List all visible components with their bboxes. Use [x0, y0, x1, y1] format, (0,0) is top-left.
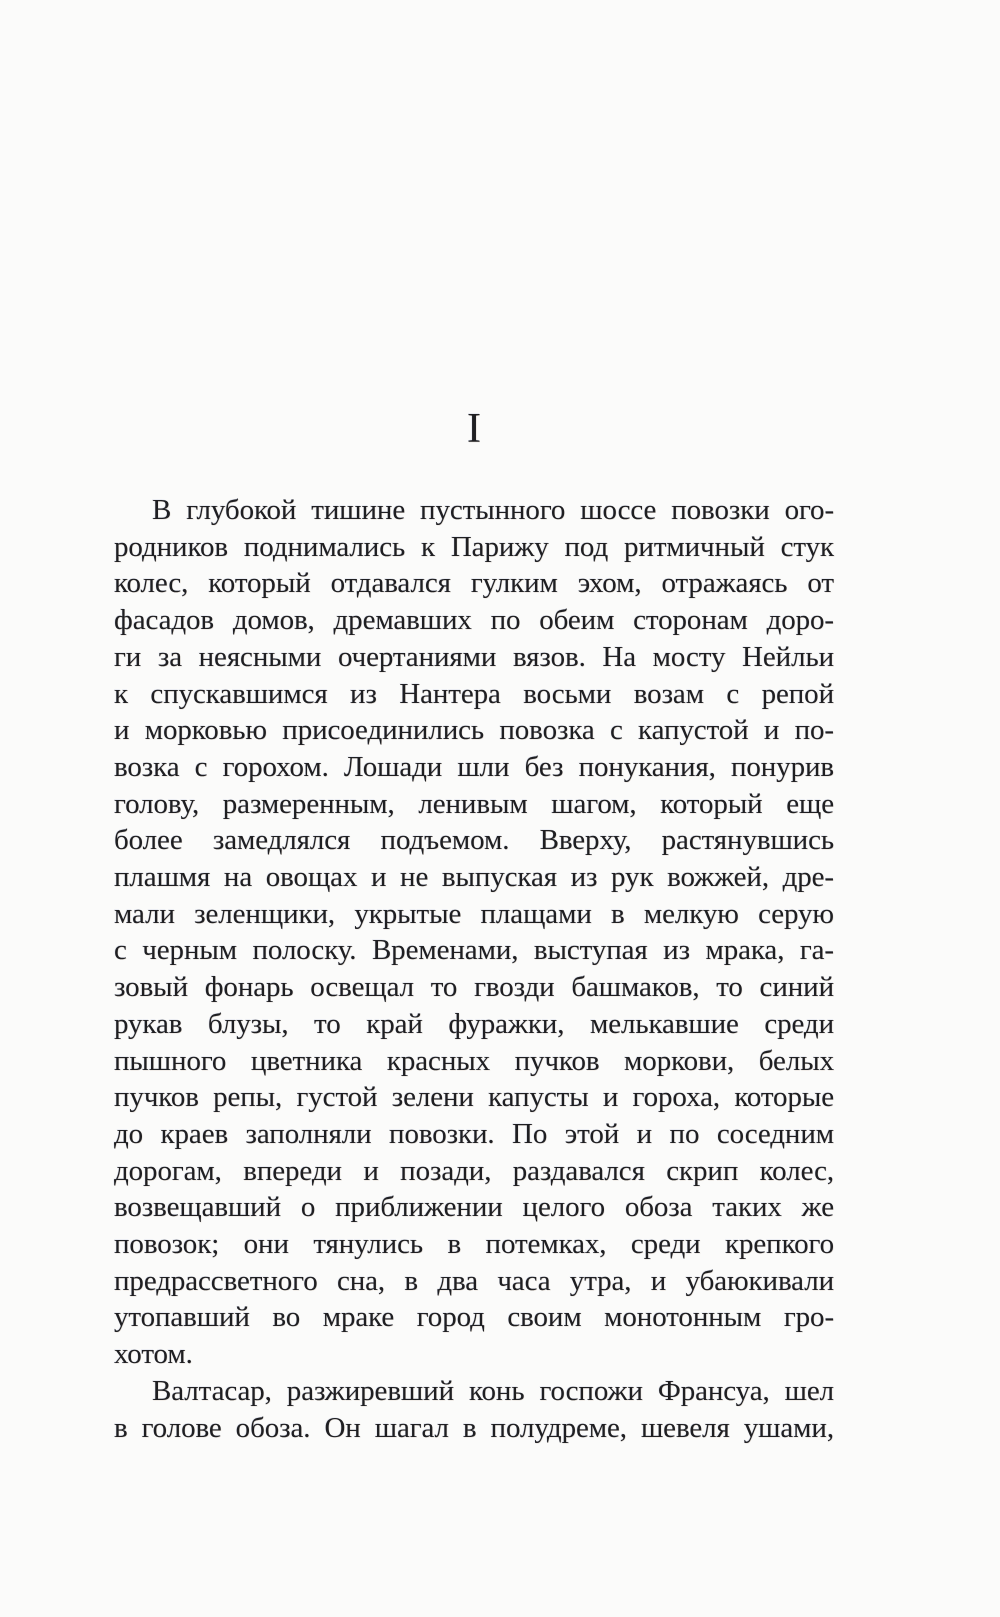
text-line: и морковью присоединились повозка с капустой и по- — [114, 714, 834, 747]
text-line: зовый фонарь освещал то гвозди башмаков, то синий — [114, 971, 834, 1004]
paragraph-2 — [114, 1373, 834, 1446]
text-line: к спускавшимся из Нантера восьми возам с репой — [114, 677, 834, 710]
text-line: возвещавший о приближении целого обоза таких же — [114, 1191, 834, 1224]
text-line: утопавший во мраке город своим монотонным гро- — [114, 1301, 834, 1334]
text-line: ги за неясными очертаниями вязов. На мосту Нейльи — [114, 640, 834, 673]
text-line: мали зеленщики, укрытые плащами в мелкую серую — [114, 897, 834, 930]
text-block — [114, 492, 834, 1446]
text-line: пышного цветника красных пучков моркови, белых — [114, 1044, 834, 1077]
paragraph-1 — [114, 492, 834, 1373]
text-line: В глубокой тишине пустынного шоссе повозки ого- — [152, 494, 834, 526]
text-line: повозок; они тянулись в потемках, среди крепкого — [114, 1228, 834, 1261]
text-line: дорогам, впереди и позади, раздавался скрип колес, — [114, 1154, 834, 1187]
chapter-heading: I — [467, 406, 481, 452]
text-line: с черным полоску. Временами, выступая из мрака, га- — [114, 934, 834, 967]
text-line: более замедлялся подъемом. Вверху, растянувшись — [114, 824, 834, 857]
text-line: голову, размеренным, ленивым шагом, который еще — [114, 787, 834, 820]
text-line: фасадов домов, дремавших по обеим сторонам доро- — [114, 604, 834, 637]
text-line: Валтасар, разжиревший конь госпожи Франсуа, шел — [152, 1374, 834, 1407]
text-line: колес, который отдавался гулким эхом, отражаясь от — [114, 567, 834, 600]
text-line: хотом. — [114, 1338, 193, 1371]
text-line: родников поднимались к Парижу под ритмичный стук — [114, 530, 834, 563]
text-line: рукав блузы, то край фуражки, мелькавшие среди — [114, 1007, 834, 1040]
text-line: возка с горохом. Лошади шли без понукания, понурив — [114, 750, 834, 783]
text-line: до краев заполняли повозки. По этой и по соседним — [114, 1117, 834, 1150]
text-line: пучков репы, густой зелени капусты и гороха, которые — [114, 1081, 834, 1114]
text-line: предрассветного сна, в два часа утра, и убаюкивали — [114, 1264, 834, 1297]
text-line: плашмя на овощах и не выпуская из рук вожжей, дре- — [114, 861, 834, 894]
text-line: в голове обоза. Он шагал в полудреме, шевеля ушами, — [114, 1411, 834, 1444]
